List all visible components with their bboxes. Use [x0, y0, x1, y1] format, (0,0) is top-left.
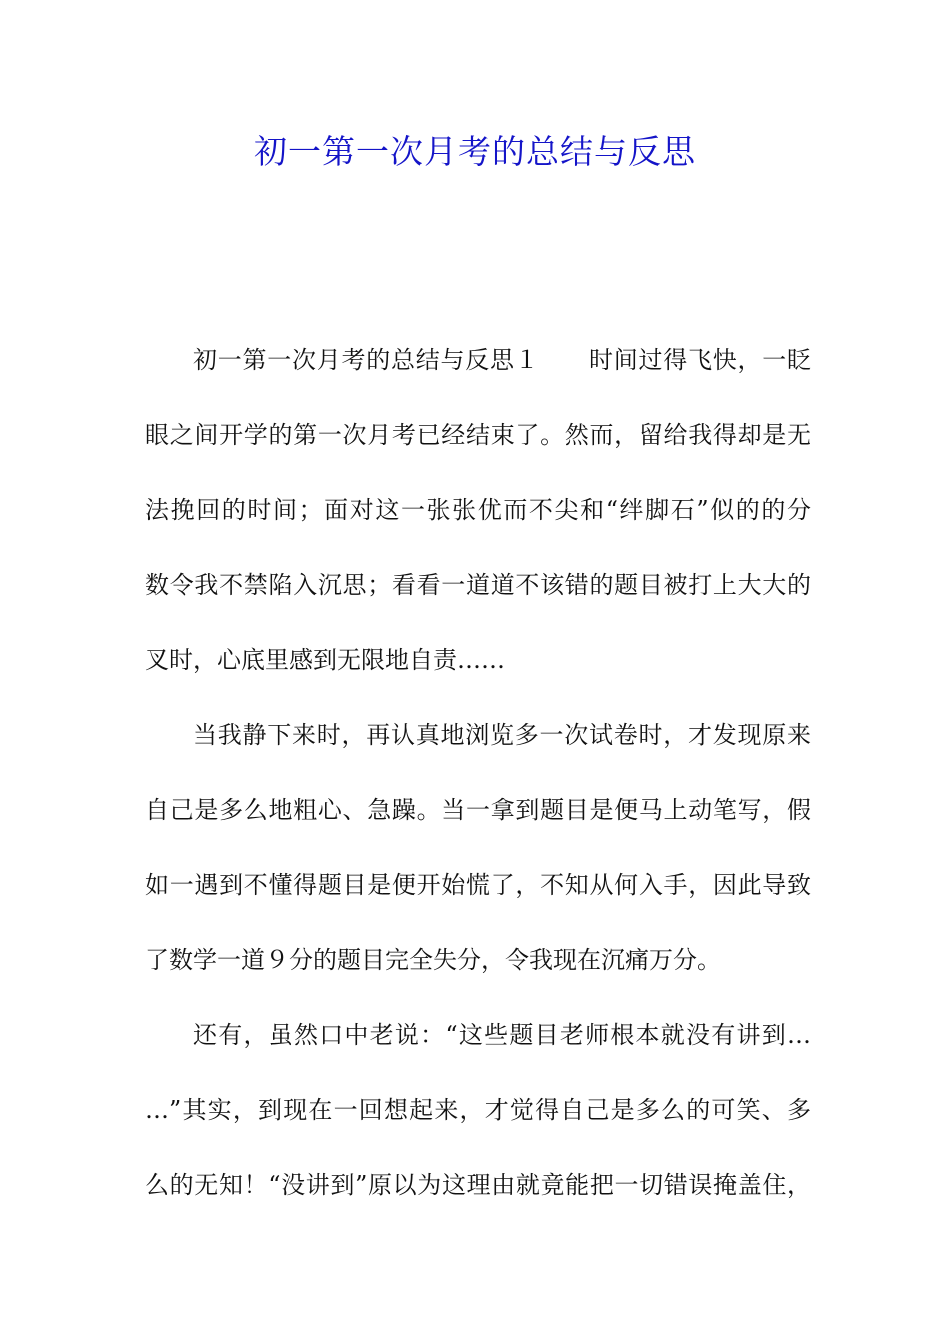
text-line: 眼之间开学的第一次月考已经结束了。然而，留给我得却是无 — [145, 421, 811, 449]
document-body — [145, 336, 811, 1236]
text-line: 了数学一道９分的题目完全失分，令我现在沉痛万分。 — [145, 946, 721, 974]
text-line: 自己是多么地粗心、急躁。当一拿到题目是便马上动笔写，假 — [145, 796, 811, 824]
text-line: 当我静下来时，再认真地浏览多一次试卷时，才发现原来 — [193, 721, 811, 749]
text-line: 还有，虽然口中老说：“这些题目老师根本就没有讲到… — [193, 1021, 811, 1049]
document-title: 初一第一次月考的总结与反思 — [254, 132, 696, 171]
text-line: 初一第一次月考的总结与反思１ 时间过得飞快，一眨 — [193, 346, 811, 374]
text-line: 数令我不禁陷入沉思；看看一道道不该错的题目被打上大大的 — [145, 571, 811, 599]
text-line: …”其实，到现在一回想起来，才觉得自己是多么的可笑、多 — [145, 1096, 811, 1124]
text-line: 法挽回的时间；面对这一张张优而不尖和“绊脚石”似的的分 — [145, 496, 811, 524]
text-line: 叉时，心底里感到无限地自责…… — [145, 646, 505, 674]
text-line: 么的无知！“没讲到”原以为这理由就竟能把一切错误掩盖住， — [145, 1171, 811, 1199]
text-line: 如一遇到不懂得题目是便开始慌了，不知从何入手，因此导致 — [145, 871, 811, 899]
